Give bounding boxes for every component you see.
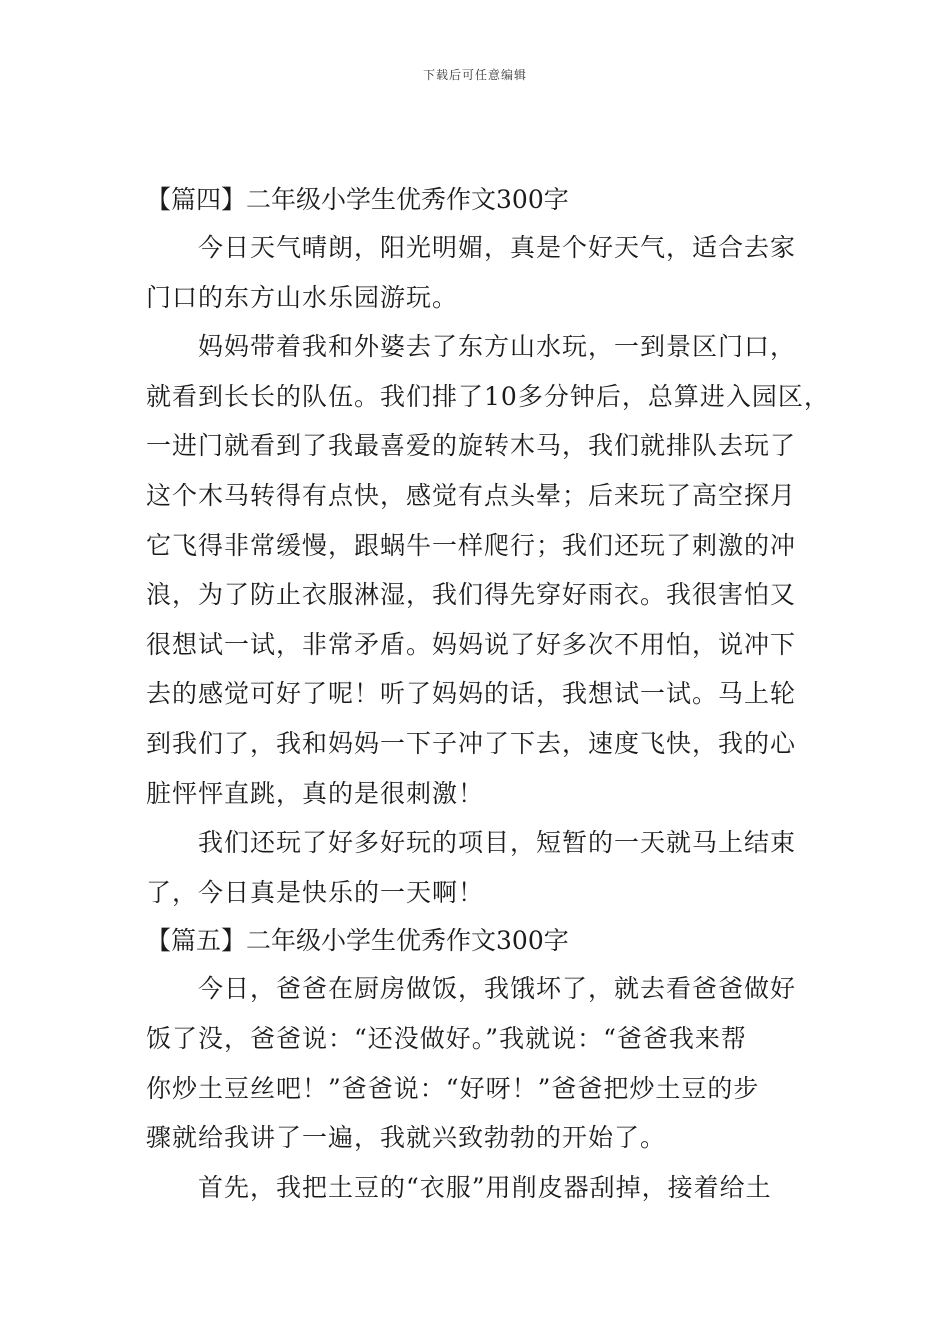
essay-section: [146, 176, 830, 917]
text-line: 到我们了，我和妈妈一下子冲了下去，速度飞快，我的心: [146, 728, 797, 758]
text-line: 今日，爸爸在厨房做饭，我饿坏了，就去看爸爸做好: [198, 974, 797, 1004]
header-note: 下载后可任意编辑: [422, 68, 527, 82]
text-line: 它飞得非常缓慢，跟蜗牛一样爬行；我们还玩了刺激的冲: [146, 530, 797, 560]
text-line: 饭了没，爸爸说：“还没做好。”我就说：“爸爸我来帮: [146, 1023, 747, 1053]
text-line: 了，今日真是快乐的一天啊！: [146, 877, 485, 907]
section-heading: 【篇四】二年级小学生优秀作文300字: [146, 185, 569, 214]
text-line: 脏怦怦直跳，真的是很刺激！: [146, 778, 485, 808]
text-line: 一进门就看到了我最喜爱的旋转木马，我们就排队去玩了: [146, 431, 797, 461]
text-line: 这个木马转得有点快，感觉有点头晕；后来玩了高空探月: [146, 480, 797, 510]
document-body: [146, 176, 830, 1212]
text-line: 骤就给我讲了一遍，我就兴致勃勃的开始了。: [146, 1123, 667, 1153]
essay-section: [146, 917, 826, 1212]
text-line: 你炒土豆丝吧！”爸爸说：“好呀！”爸爸把炒土豆的步: [146, 1073, 760, 1103]
text-line: 妈妈带着我和外婆去了东方山水玩，一到景区门口，: [198, 332, 797, 362]
text-line: 门口的东方山水乐园游玩。: [146, 282, 459, 312]
text-line: 首先，我把土豆的“衣服”用削皮器刮掉，接着给土: [198, 1172, 772, 1202]
text-line: 今日天气晴朗，阳光明媚，真是个好天气，适合去家: [198, 233, 797, 262]
text-line: 去的感觉可好了呢！听了妈妈的话，我想试一试。马上轮: [146, 679, 797, 709]
text-line: 浪，为了防止衣服淋湿，我们得先穿好雨衣。我很害怕又: [146, 580, 797, 610]
text-line: 就看到长长的队伍。我们排了10多分钟后，总算进入园区，: [146, 381, 830, 411]
text-line: 我们还玩了好多好玩的项目，短暂的一天就马上结束: [198, 828, 797, 858]
text-line: 很想试一试，非常矛盾。妈妈说了好多次不用怕，说冲下: [146, 629, 797, 659]
section-heading: 【篇五】二年级小学生优秀作文300字: [146, 926, 569, 956]
